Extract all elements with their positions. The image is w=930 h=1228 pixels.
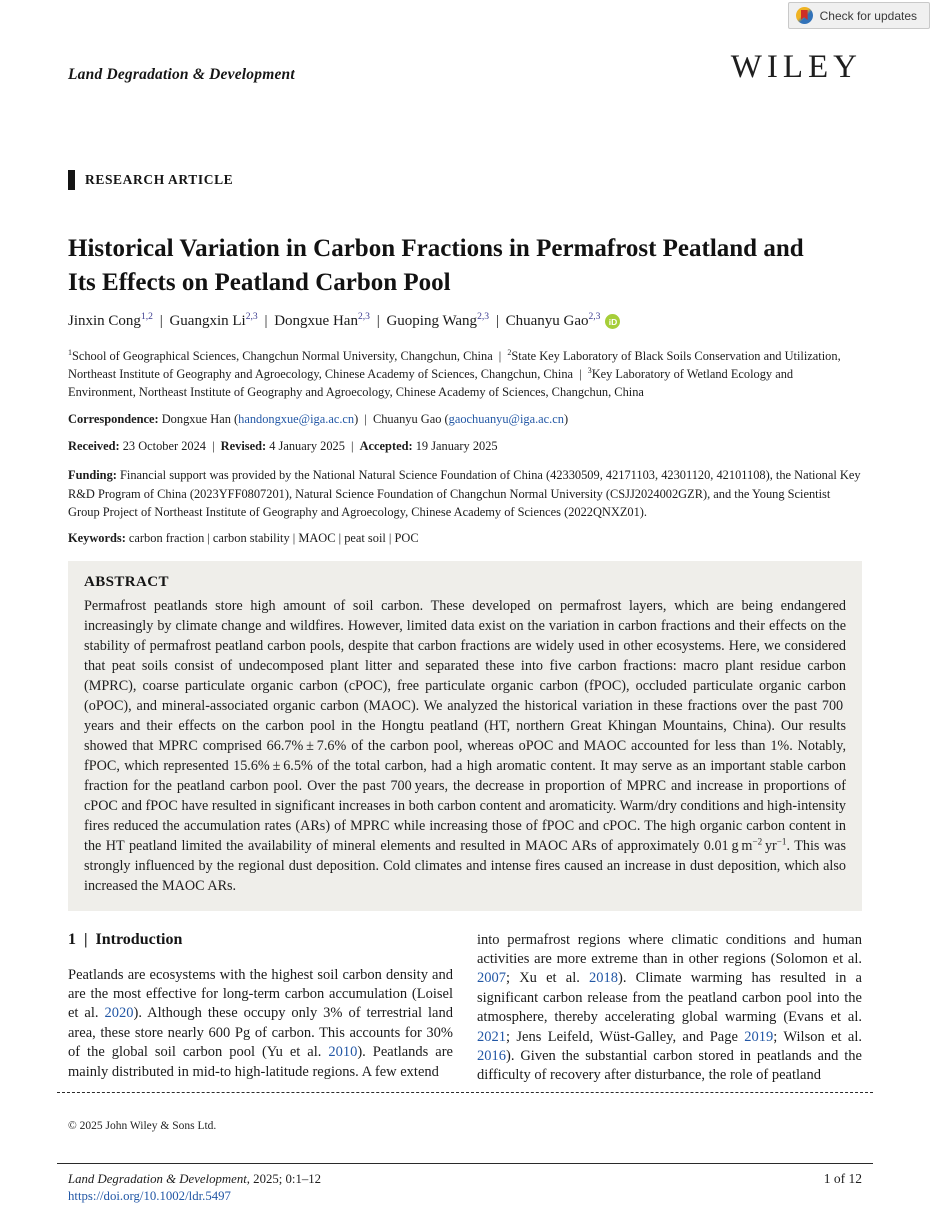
footer-journal-line	[68, 1171, 321, 1188]
footer	[68, 1171, 862, 1205]
text-segment: |	[155, 313, 167, 329]
abstract-heading: ABSTRACT	[84, 573, 169, 590]
text-segment: ; Xu et al.	[506, 970, 590, 987]
crossmark-icon	[796, 7, 813, 24]
text-segment: |	[495, 349, 505, 363]
text-segment: )	[354, 412, 362, 426]
abstract-body	[84, 596, 846, 896]
text-segment: |	[372, 313, 384, 329]
masthead	[68, 0, 862, 84]
text-segment: 1,2	[140, 311, 153, 322]
text-segment: ). Although these occupy only 3% of terrestrial land area, these store nearly 600 Pg of carbon. This accounts for 30% of the global soil carbon pool (Yu et al.	[68, 1005, 453, 1061]
text-segment: State Key Laboratory of Black Soils Conservation and Utilization, Northeast Institute of Geography and Agroecology, Chinese Academy of Sciences, Changchun, China	[68, 349, 841, 381]
accent-bar	[68, 170, 75, 190]
article-kind	[68, 170, 862, 190]
dates-line	[68, 438, 862, 455]
inline-link[interactable]: 2020	[104, 1005, 134, 1022]
dashed-divider	[57, 1092, 873, 1093]
text-segment: )	[563, 412, 569, 426]
text-segment: Correspondence:	[68, 412, 162, 426]
inline-link[interactable]: 2018	[589, 970, 619, 987]
text-segment: Guoping Wang	[386, 313, 478, 329]
text-segment: |	[492, 313, 503, 329]
text-segment: Dongxue Han	[274, 313, 358, 329]
text-segment: ; Jens Leifeld, Wüst-Galley, and Page	[506, 1028, 745, 1045]
text-segment: 3	[587, 365, 592, 375]
inline-link[interactable]: handongxue@iga.ac.cn	[238, 412, 355, 426]
text-segment: 2,3	[477, 311, 490, 322]
text-segment: Key Laboratory of Wetland Ecology and Environment, Northeast Institute of Geography and Agroecology, Chinese Academy of Sciences, Changchun, China	[68, 367, 794, 399]
inline-link[interactable]: gaochuanyu@iga.ac.cn	[448, 412, 564, 426]
text-segment: Accepted:	[359, 439, 416, 453]
text-segment: Permafrost peatlands store high amount of soil carbon. These developed on permafrost layers, which are being endangered increasingly by climate change and wildfires. However, limited data exist on the variation in carbon fractions and their effects on the stability of permafrost peatland carbon pools, despite that carbon fractions are widely used in other ecosystems. Here, we considered that peat soils consist of undecomposed plant litter and separated these into five carbon fractions: macro plant residue carbon (MPRC), coarse particulate organic carbon (cPOC), free particulate organic carbon (fPOC), occluded particulate organic carbon (oPOC), and mineral-associated organic carbon (MAOC). We analyzed the historical variation in these fractions over the past 700 years and their effects on the carbon pool in the Hongtu peatland (HT, northern Great Khingan Mountains, China). Our results showed that MPRC comprised 66.7% ± 7.6% of the carbon pool, whereas oPOC and MAOC accounted for less than 1%. Notably, fPOC, which represented 15.6% ± 6.5% of the total carbon, had a high aromatic content. It may serve as an important stable carbon fraction for the peatland carbon pool. Over the past 700 years, the decrease in proportion of MPRC and increase in proportions of cPOC and fPOC have resulted in significant increases in both carbon content and aromaticity. Warm/dry conditions and high-intensity fires reduced the accumulation rates (ARs) of MPRC while increasing those of fPOC and cPOC. The high organic carbon content in the HT peatland limited the availability of mineral elements and resulted in MAOC ARs of approximately 0.01 g m	[84, 597, 846, 854]
keywords-line	[68, 531, 862, 546]
text-segment: ; Wilson et al.	[773, 1028, 862, 1045]
text-segment: Received:	[68, 439, 123, 453]
text-segment: 19 January 2025	[415, 439, 498, 453]
wiley-logo: WILEY	[730, 49, 862, 85]
text-segment: 4 January 2025	[269, 439, 345, 453]
text-segment: ). Climate warming has resulted in a significant carbon release from the peatland carbon pool into the atmosphere, thereby accelerating global warming (Evans et al.	[477, 970, 862, 1026]
check-for-updates-label: Check for updates	[819, 8, 917, 23]
column-left	[68, 931, 453, 1086]
text-segment: Land Degradation & Development	[68, 1172, 247, 1186]
inline-link[interactable]: 2021	[477, 1028, 506, 1045]
text-segment: 2	[507, 347, 512, 357]
page-number: 1 of 12	[823, 1171, 862, 1186]
article-kind-label: RESEARCH ARTICLE	[85, 172, 234, 187]
text-segment: Peatlands are ecosystems with the highest soil carbon density and are the most effective for long-term carbon accumulation (Loisel et al.	[68, 966, 453, 1022]
text-segment: , 2025; 0:1–12	[246, 1172, 322, 1186]
text-segment: into permafrost regions where climatic conditions and human activities are more extreme than in other regions (Solomon et al.	[477, 931, 862, 967]
text-segment: School of Geographical Sciences, Changchun Normal University, Changchun, China	[71, 349, 493, 363]
text-segment: ). Given the substantial carbon stored in peatlands and the difficulty of recovery after disturbance, the role of peatland	[477, 1047, 862, 1084]
text-segment: |	[347, 439, 357, 453]
inline-link[interactable]: 2019	[744, 1028, 774, 1045]
doi-link[interactable]: https://doi.org/10.1002/ldr.5497	[68, 1189, 231, 1203]
text-segment: carbon fraction | carbon stability | MAOC | peat soil | POC	[128, 530, 419, 545]
text-segment: 1	[68, 347, 72, 357]
copyright-notice: © 2025 John Wiley & Sons Ltd.	[68, 1120, 217, 1132]
introduction-paragraph-right	[477, 931, 862, 1086]
footer-citation	[68, 1171, 321, 1205]
text-segment: Financial support was provided by the National Natural Science Foundation of China (42330509, 42171103, 42301120, 42101108), the National Key R&D Program of China (2023YFF0807201), Natural Science Foundation of Changchun Normal University (CSJJ2024002GZR), and the Young Scientist Group Project of Northeast Institute of Geography and Agroecology, Chinese Academy of Sciences (2022QNXZ01).	[68, 468, 861, 519]
check-for-updates-button[interactable]	[788, 2, 930, 29]
text-segment: Guangxin Li	[169, 313, 246, 329]
article-title: Historical Variation in Carbon Fractions in Permafrost Peatland and Its Effects on Peatland Carbon Pool	[68, 235, 804, 296]
text-segment: Chuanyu Gao	[505, 313, 589, 329]
text-segment: Dongxue Han (	[161, 412, 239, 426]
text-segment: ). Peatlands are mainly distributed in mid-to high-latitude regions. A few extend	[68, 1044, 453, 1080]
introduction-paragraph-left	[68, 966, 453, 1082]
correspondence-line	[68, 411, 862, 428]
author-line	[68, 313, 862, 330]
inline-link[interactable]: 2016	[477, 1047, 506, 1064]
text-segment: Funding:	[68, 468, 120, 482]
funding-line	[68, 466, 862, 522]
text-segment: −1	[776, 835, 787, 846]
text-segment: 2,3	[245, 311, 258, 322]
text-segment: yr	[762, 837, 777, 854]
text-segment: . This was strongly influenced by the regional dust deposition. Cold climates and intense fires caused an increase in dust deposition, which also increased the MAOC ARs.	[84, 837, 846, 894]
footer-divider	[57, 1163, 873, 1164]
authors-text	[68, 313, 600, 330]
column-right	[477, 931, 862, 1086]
text-segment: 2,3	[357, 311, 370, 322]
affiliations	[68, 347, 862, 401]
text-segment: Keywords:	[68, 530, 129, 545]
text-segment: |	[208, 439, 218, 453]
abstract-section	[68, 561, 862, 911]
text-segment: −2	[752, 835, 763, 846]
introduction-columns	[68, 931, 862, 1086]
text-segment: |	[364, 412, 370, 426]
introduction-heading: 1 | Introduction	[68, 930, 183, 948]
orcid-icon[interactable]: iD	[605, 314, 620, 329]
text-segment: |	[576, 367, 585, 381]
inline-link[interactable]: 2010	[328, 1044, 358, 1061]
text-segment: |	[260, 313, 272, 329]
text-segment: Revised:	[220, 439, 270, 453]
text-segment: Jinxin Cong	[68, 313, 141, 329]
text-segment: 2,3	[588, 311, 601, 322]
text-segment: Chuanyu Gao (	[372, 412, 449, 426]
inline-link[interactable]: 2007	[477, 970, 506, 987]
journal-name: Land Degradation & Development	[68, 66, 295, 83]
text-segment: 23 October 2024	[122, 439, 206, 453]
